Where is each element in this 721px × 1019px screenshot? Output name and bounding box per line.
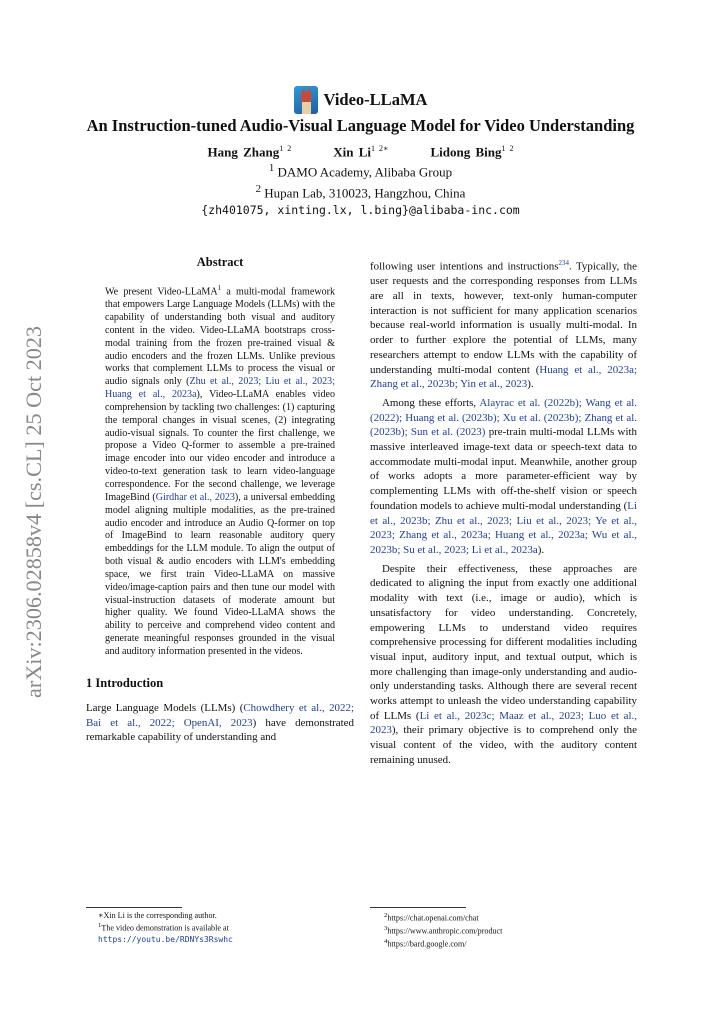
- citation-link[interactable]: Chowdhery et al., 2022; Bai et al., 2022; OpenAI, 2023: [86, 701, 354, 729]
- footnote-mark: 1: [98, 922, 102, 930]
- video-demo-link[interactable]: https://youtu.be/RDNYs3Rswhc: [98, 934, 233, 944]
- body-part: Among these efforts,: [382, 396, 480, 409]
- body-part: ), their primary objective is to comprehend only the visual content of the video, with the auditory content remaining unused.: [370, 724, 637, 766]
- section-heading: 1 Introduction: [86, 675, 164, 690]
- abstract-part: ), a universal embedding model aligning multiple modalities, as the pre-trained audio encoder and introduce an Audio Q-former on top of ImageBind to learn reasonable auditory query embeddings for the LLM module. To align the output of both visual & audio encoders with LLM's embedding space, we first train Video-LLaMA on massive video/image-caption pairs and then tune our model with visual-instruction datasets of moderate amount but higher quality. We found Video-LLaMA shows the ability to perceive and comprehend video content and generate meaningful responses grounded in the visual and auditory information presented in the videos.: [105, 491, 335, 657]
- author-emails: {zh401075, xinting.lx, l.bing}@alibaba-inc.com: [201, 202, 520, 217]
- author-sup: 1 2: [501, 144, 514, 153]
- footnotes-left: [86, 897, 354, 945]
- body-part: Despite their effectiveness, these approaches are dedicated to aligning the input from exactly one additional modality with text (i.e., image or audio), which is unsatisfactory for video understanding. Concretely, empowering LLMs to understand video requires comprehensive processing for different modalities including visual input, auditory input, and textual output, which is more challenging than image-only understanding and audio-only understanding tasks. Although there are several recent works attempt to unleash the video understanding capability of LLMs (: [370, 562, 637, 722]
- body-part: ).: [527, 378, 534, 391]
- author-sup: 1 2∗: [371, 144, 389, 153]
- abstract-text: [86, 282, 354, 659]
- body-text: [370, 256, 637, 768]
- footnote-rule: [370, 907, 466, 908]
- author-list: [80, 144, 641, 160]
- author-name: Xin Li: [333, 144, 372, 160]
- body-part: . Typically, the user requests and the corresponding responses from LLMs are all in texts, however, text-only human-computer interaction is not sufficient for many application scenarios because real-world information is usually multi-modal. In order to further explore the potential of LLMs, many researchers attempt to endow LLMs with the capability of understanding multi-modal content (: [370, 260, 637, 376]
- logo-neck: [302, 102, 311, 114]
- footnote-url[interactable]: https://www.anthropic.com/product: [387, 926, 503, 936]
- left-column: [86, 255, 354, 745]
- citation-link[interactable]: Girdhar et al., 2023: [155, 491, 235, 503]
- abstract-part: a multi-modal framework that empowers Large Language Models (LLMs) with the capability of understanding both visual and auditory content in the video. Video-LLaMA bootstraps cross-modal training from the frozen pre-trained visual & audio encoders and the frozen LLMs. Unlike previous works that complement LLMs to process the visual or audio signals only (: [105, 286, 335, 388]
- abstract-heading: Abstract: [196, 255, 244, 269]
- footnote: [86, 921, 354, 945]
- footnote-mark: 3: [384, 925, 388, 933]
- arxiv-stamp: [14, 318, 50, 698]
- citation-link[interactable]: Li et al., 2023c; Maaz et al., 2023; Luo et al., 2023: [370, 709, 637, 737]
- footnotes-right: [370, 897, 637, 950]
- footnote-mark: 2: [384, 912, 388, 919]
- body-part: ) have demonstrated remarkable capability of understanding and: [86, 716, 355, 744]
- citation-link[interactable]: Li et al., 2023b; Zhu et al., 2023; Liu et al., 2023; Ye et al., 2023; Zhang et al., 2023a; Huang et al., 2023a; Wu et al., 2023b; Su et al., 2023; Li et al., 2023a: [370, 499, 637, 556]
- footnote-text: The video demonstration is available at: [101, 924, 229, 934]
- citation-link[interactable]: Alayrac et al. (2022b); Wang et al. (2022); Huang et al. (2023b); Xu et al. (2023b); Zhang et al. (2023b); Sun et al. (2023): [370, 396, 637, 439]
- author-name: Lidong Bing: [430, 144, 502, 160]
- arxiv-stamp-text: arXiv:2306.02858v4 [cs.CL] 25 Oct 2023: [21, 320, 46, 698]
- citation-link[interactable]: Huang et al., 2023a; Zhang et al., 2023b; Yin et al., 2023: [370, 363, 637, 391]
- footnote: [370, 924, 637, 937]
- affiliation-text: DAMO Academy, Alibaba Group: [277, 164, 453, 180]
- footnote-url[interactable]: https://chat.openai.com/chat: [387, 913, 479, 923]
- paper-title: Video-LLaMA: [323, 90, 428, 109]
- title-block: [80, 86, 641, 217]
- llama-logo-icon: [294, 86, 318, 114]
- footnote: ∗Xin Li is the corresponding author.: [98, 911, 217, 920]
- paper-subtitle: An Instruction-tuned Audio-Visual Language Model for Video Understanding: [86, 116, 635, 135]
- abstract-part: We present Video-LLaMA: [105, 286, 218, 298]
- footnote: [370, 911, 637, 924]
- footnote-mark[interactable]: 234: [558, 259, 570, 267]
- body-part: Large Language Models (LLMs) (: [86, 701, 244, 714]
- affiliation-text: Hupan Lab, 310023, Hangzhou, China: [264, 184, 466, 200]
- author-name: Hang Zhang: [207, 144, 280, 160]
- right-column: [370, 256, 637, 768]
- author-sup: 1 2: [279, 144, 292, 153]
- footnote-mark: 4: [384, 938, 388, 946]
- footnote: [370, 937, 637, 950]
- footnote-rule: [86, 907, 182, 908]
- body-part: following user intentions and instructions: [370, 260, 559, 273]
- body-part: ).: [537, 544, 545, 556]
- affiliation: [80, 160, 641, 180]
- footnote-mark: 1: [217, 284, 222, 292]
- body-part: pre-train multi-modal LLMs with massive interleaved image-text data or speech-text data to accommodate multi-modal input. Meanwhile, another group of works adopts a more parameter-efficient way by complementing LLMs with off-the-shelf vision or speech foundation models to achieve multi-modal understanding (: [370, 426, 638, 512]
- affiliation-sup: 1: [268, 162, 275, 175]
- affiliation-sup: 2: [255, 182, 262, 195]
- affiliation: [80, 181, 641, 201]
- footnote-url[interactable]: https://bard.google.com/: [387, 939, 467, 949]
- title-line: [80, 86, 641, 114]
- abstract-part: ), Video-LLaMA enables video comprehension by tackling two challenges: (1) capturing the temporal changes in visual scenes, (2) integrating audio-visual signals. To counter the first challenge, we propose a Video Q-former to assemble a pre-trained image encoder into our video encoder and introduce a video-to-text generation task to learn video-language correspondence. For the second challenge, we leverage ImageBind (: [105, 389, 335, 503]
- intro-text: [86, 701, 354, 745]
- citation-link[interactable]: Zhu et al., 2023; Liu et al., 2023; Huang et al., 2023a: [105, 376, 335, 401]
